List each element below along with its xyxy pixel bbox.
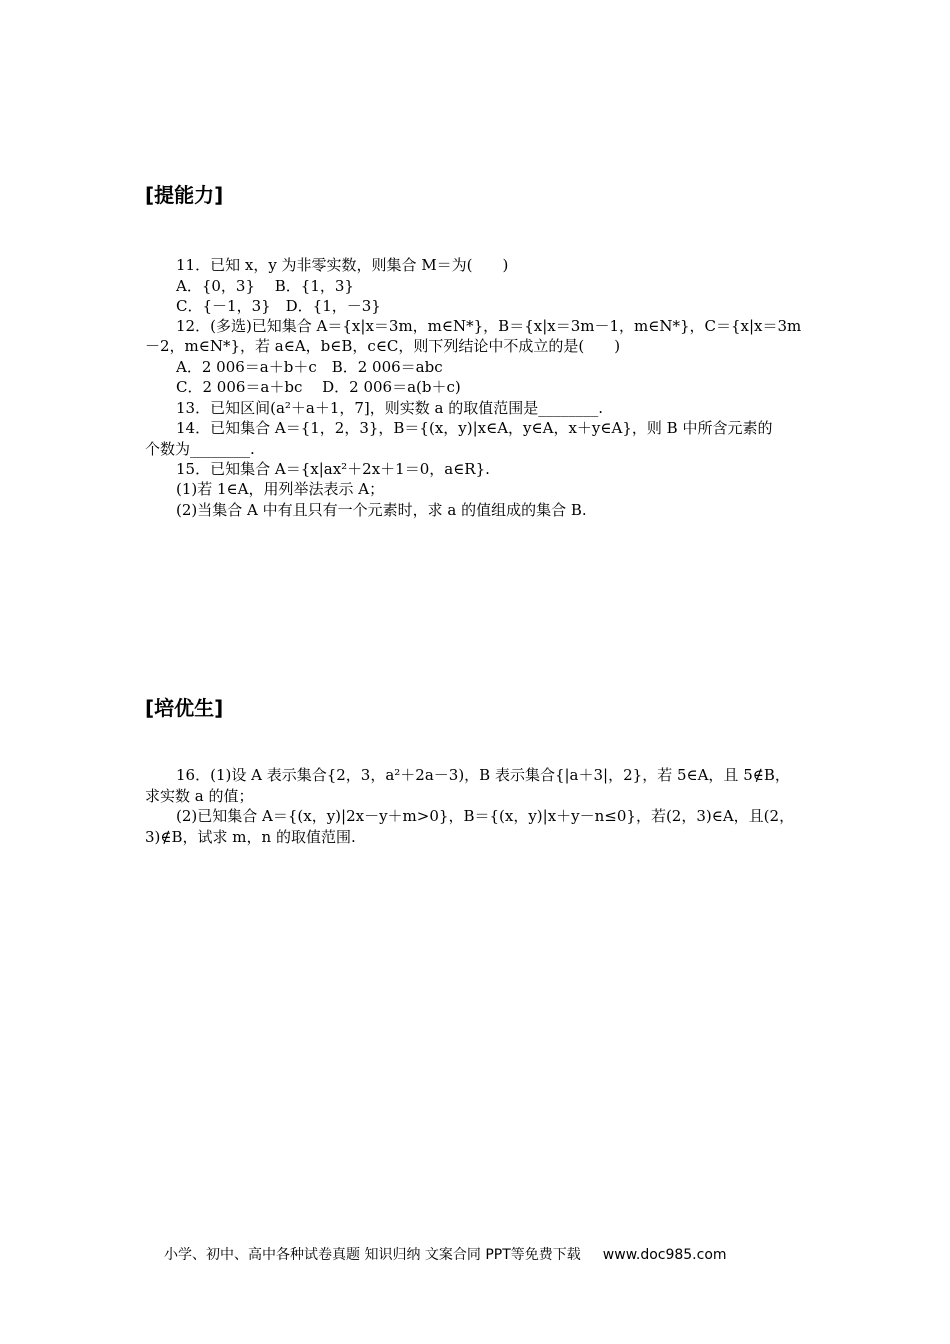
question-13-stem: 13．已知区间(a²＋a＋1，7]，则实数 a 的取值范围是________. (176, 399, 604, 417)
footer-text: 小学、初中、高中各种试卷真题 知识归纳 文案合同 PPT等免费下载 (164, 1247, 581, 1263)
question-12-options-cd: C．2 006＝a＋bc D．2 006＝a(b＋c) (176, 378, 461, 396)
question-14-stem-line1: 14．已知集合 A＝{1，2，3}，B＝{(x，y)|x∈A，y∈A，x＋y∈A}，则 B 中所含元素的 (176, 419, 773, 437)
question-16-part2-line2: 3)∉B，试求 m，n 的取值范围. (145, 828, 356, 846)
question-11-stem: 11．已知 x，y 为非零实数，则集合 M＝为( ) (176, 256, 509, 274)
footer-site-link[interactable]: www.doc985.com (602, 1247, 727, 1263)
section-heading-cultivate: [培优生] (145, 696, 224, 720)
section-heading-ability: [提能力] (145, 183, 224, 207)
question-16-part1-line1: 16．(1)设 A 表示集合{2，3，a²＋2a－3)，B 表示集合{|a＋3|，2}，若 5∈A，且 5∉B， (176, 766, 790, 784)
question-16-part1-line2: 求实数 a 的值； (145, 787, 254, 805)
question-11-options-cd: C．{－1，3} D．{1，－3} (176, 297, 381, 315)
question-15-part1: (1)若 1∈A，用列举法表示 A； (176, 480, 385, 498)
page-footer (164, 1244, 727, 1264)
question-16-part2-line1: (2)已知集合 A＝{(x，y)|2x－y＋m>0}，B＝{(x，y)|x＋y－n≤0}，若(2，3)∈A，且(2， (176, 807, 795, 825)
question-11-options-ab: A．{0，3} B．{1，3} (176, 277, 354, 295)
question-15-part2: (2)当集合 A 中有且只有一个元素时，求 a 的值组成的集合 B. (176, 501, 587, 519)
question-12-stem-line2: －2，m∈N*}，若 a∈A，b∈B，c∈C，则下列结论中不成立的是( ) (145, 337, 621, 355)
question-15-stem: 15．已知集合 A＝{x|ax²＋2x＋1＝0，a∈R}. (176, 460, 490, 478)
question-14-stem-line2: 个数为________. (145, 440, 255, 458)
question-12-stem-line1: 12．(多选)已知集合 A＝{x|x＝3m，m∈N*}，B＝{x|x＝3m－1，m∈N*}，C＝{x|x＝3m (176, 317, 802, 335)
question-12-options-ab: A．2 006＝a＋b＋c B．2 006＝abc (176, 358, 443, 376)
